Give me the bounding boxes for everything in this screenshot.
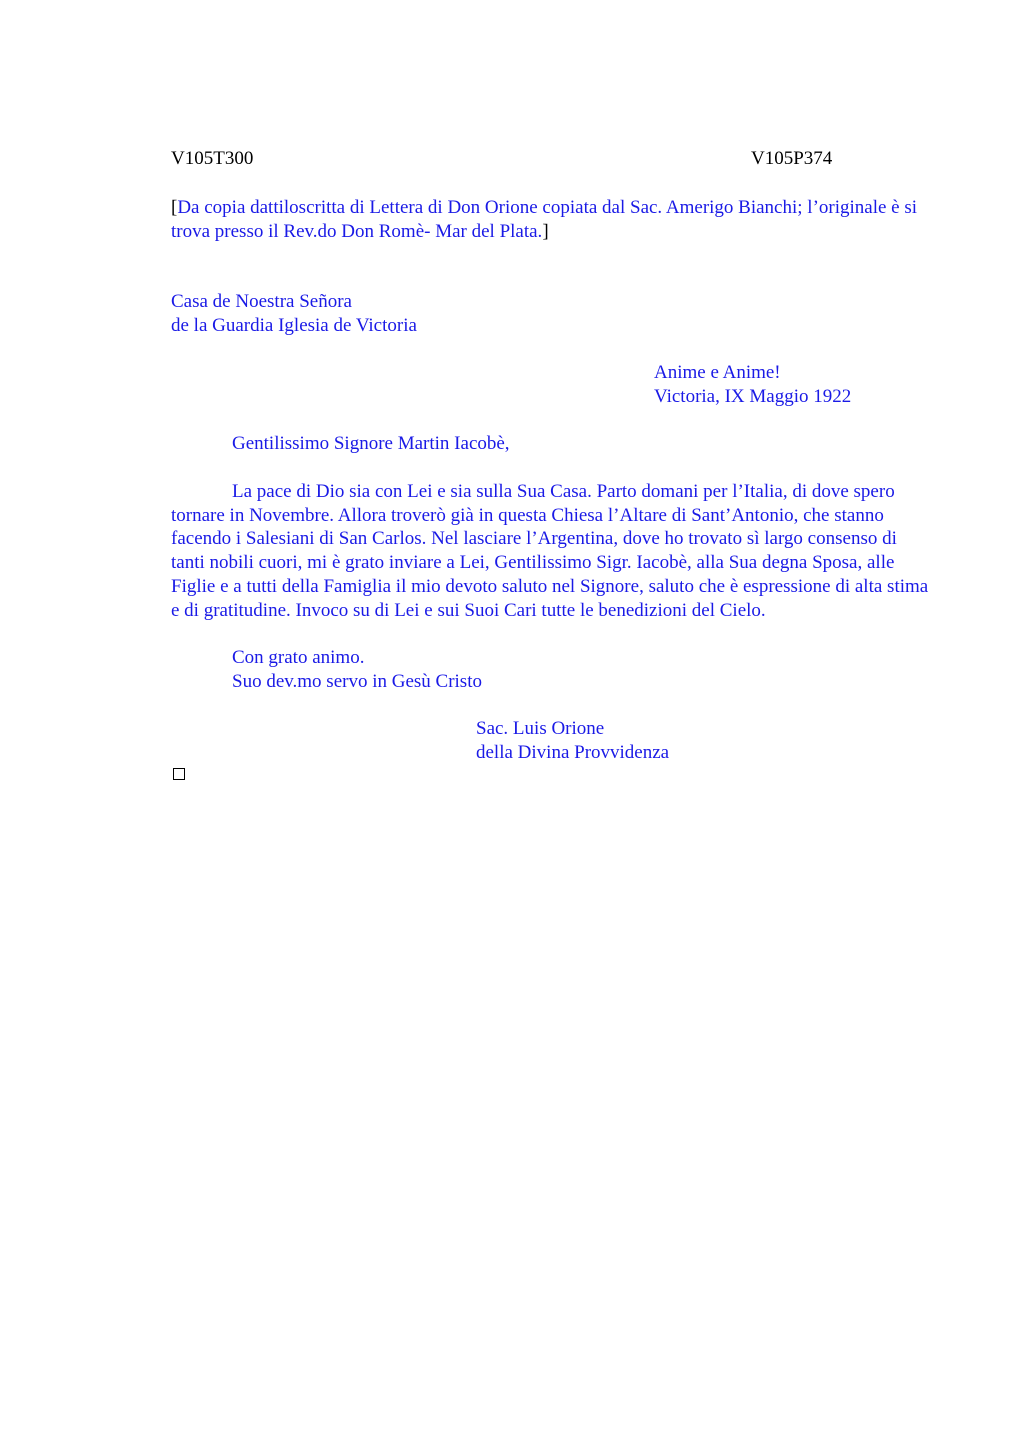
- date-block: [654, 361, 851, 408]
- address-line-1: Casa de Noestra Señora: [171, 291, 352, 312]
- letter-body: La pace di Dio sia con Lei e sia sulla Sua Casa. Parto domani per l’Italia, di dove spero tornare in Novembre. Allora troverò già in questa Chiesa l’Altare di Sant’Antonio, che stanno facendo i Salesiani di San Carlos. Nel lasciare l’Argentina, dove ho trovato sì largo consenso di tanti nobili cuori, mi è grato inviare a Lei, Gentilissimo Sigr. Iacobè, alla Sua degna Sposa, alle Figlie e a tutti della Famiglia il mio devoto saluto nel Signore, saluto che è espressione di alta stima e di gratitudine. Invoco su di Lei e sui Suoi Cari tutte le benedizioni del Cielo.: [171, 481, 929, 621]
- salutation: Gentilissimo Signore Martin Iacobè,: [232, 433, 510, 454]
- signature-title: della Divina Provvidenza: [476, 741, 670, 763]
- note-close-bracket: ]: [542, 220, 549, 242]
- closing: [232, 646, 482, 693]
- archive-code-right: V105P374: [751, 148, 833, 169]
- empty-square-icon: [173, 768, 185, 780]
- letterhead-address: [171, 290, 417, 337]
- closing-line-2: Suo dev.mo servo in Gesù Cristo: [232, 670, 482, 692]
- closing-line-1: Con grato animo.: [232, 647, 365, 668]
- place-date: Victoria, IX Maggio 1922: [654, 385, 852, 407]
- signature-name: Sac. Luis Orione: [476, 718, 605, 739]
- archive-code-left: V105T300: [171, 148, 254, 169]
- motto: Anime e Anime!: [654, 362, 781, 383]
- address-line-2: de la Guardia Iglesia de Victoria: [171, 314, 417, 336]
- note-open-bracket: [: [171, 197, 178, 218]
- editorial-note: [171, 196, 931, 243]
- note-text: Da copia dattiloscritta di Lettera di Don Orione copiata dal Sac. Amerigo Bianchi; l’originale è si trova presso il Rev.do Don Romè- Mar del Plata.: [171, 197, 918, 242]
- signature-block: [476, 717, 669, 764]
